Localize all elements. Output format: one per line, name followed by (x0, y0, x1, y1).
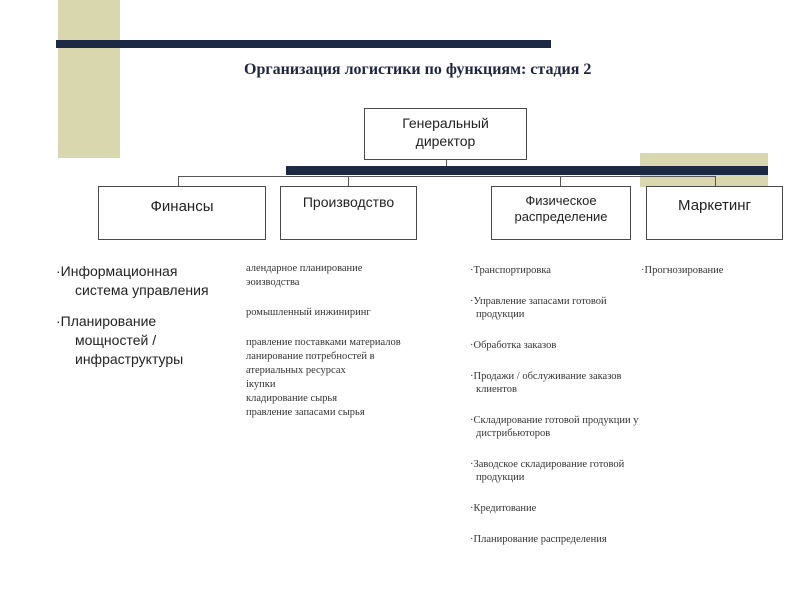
connector-finance (178, 176, 179, 186)
connector-physical-distribution (560, 176, 561, 186)
connector-ceo (446, 160, 447, 166)
list-item-line: правление запасами сырья (246, 407, 365, 418)
org-box-physdist-line1: Физическое (525, 193, 597, 208)
list-item-line: продукции (476, 472, 525, 483)
list-item: ·Прогнозирование (641, 265, 724, 276)
org-box-production-label: Производство (302, 194, 395, 210)
production-functions-list (246, 262, 456, 420)
marketing-functions-list (641, 264, 781, 277)
list-item-line: мощностей / (75, 332, 157, 348)
org-box-production (280, 186, 417, 240)
list-item-line: инфраструктуры (75, 351, 184, 367)
decorative-navy-bar-middle (286, 166, 768, 175)
list-item-line: ·Кредитование (470, 503, 537, 514)
org-box-marketing (646, 186, 783, 240)
list-item-line: ланирование потребностей в (246, 351, 375, 362)
org-box-ceo (364, 108, 527, 160)
list-item-line: эоизводства (246, 277, 300, 288)
list-item-line: ·Продажи / обслуживание заказов (470, 371, 622, 382)
list-item-line: ·Складирование готовой продукции у (470, 415, 639, 426)
org-box-physical-distribution (491, 186, 631, 240)
org-box-finance (98, 186, 266, 240)
list-item-line: ·Информационная (56, 263, 178, 279)
connector-production (348, 176, 349, 186)
list-item-line: ·Управление запасами готовой (470, 296, 607, 307)
list-item-line: правление поставками материалов (246, 337, 401, 348)
connector-marketing (715, 176, 716, 186)
list-item-line: ·Планирование (56, 313, 157, 329)
list-item-line: система управления (75, 282, 209, 298)
list-item (470, 458, 730, 484)
list-item-line: дистрибьюторов (476, 428, 551, 439)
list-item-line: атериальных ресурсах (246, 365, 346, 376)
list-item-line: клиентов (476, 384, 517, 395)
list-item (56, 262, 256, 300)
list-item-line: ікупки (246, 379, 276, 390)
list-item (470, 502, 730, 515)
org-box-ceo-line1: Генеральный (402, 115, 489, 131)
list-item (470, 295, 730, 321)
list-item (56, 312, 256, 369)
org-box-finance-label: Финансы (150, 198, 214, 215)
list-item-line: ·Транспортировка (470, 265, 551, 276)
list-item-line: ·Обработка заказов (470, 340, 557, 351)
list-item (470, 339, 730, 352)
org-box-marketing-label: Маркетинг (678, 197, 751, 214)
list-item-line: продукции (476, 309, 525, 320)
decorative-olive-block-left (58, 0, 120, 158)
org-box-ceo-line2: директор (415, 132, 476, 149)
page-title: Организация логистики по функциям: стадия 2 (244, 61, 592, 78)
physical-distribution-functions-list (470, 264, 730, 564)
list-item-line: ромышленный инжиниринг (246, 307, 371, 318)
org-box-physdist-line2: распределение (514, 209, 608, 225)
connector-horizontal (178, 176, 716, 177)
list-item-line: ·Планирование распределения (470, 534, 607, 545)
list-item (470, 533, 730, 546)
decorative-navy-bar-top (56, 40, 551, 48)
list-item-line: алендарное планирование (246, 263, 363, 274)
list-item (470, 414, 730, 440)
list-item-line: кладирование сырья (246, 393, 338, 404)
list-item-line: ·Заводское складирование готовой (470, 459, 625, 470)
list-item (470, 370, 730, 396)
finance-functions-list (56, 262, 256, 381)
